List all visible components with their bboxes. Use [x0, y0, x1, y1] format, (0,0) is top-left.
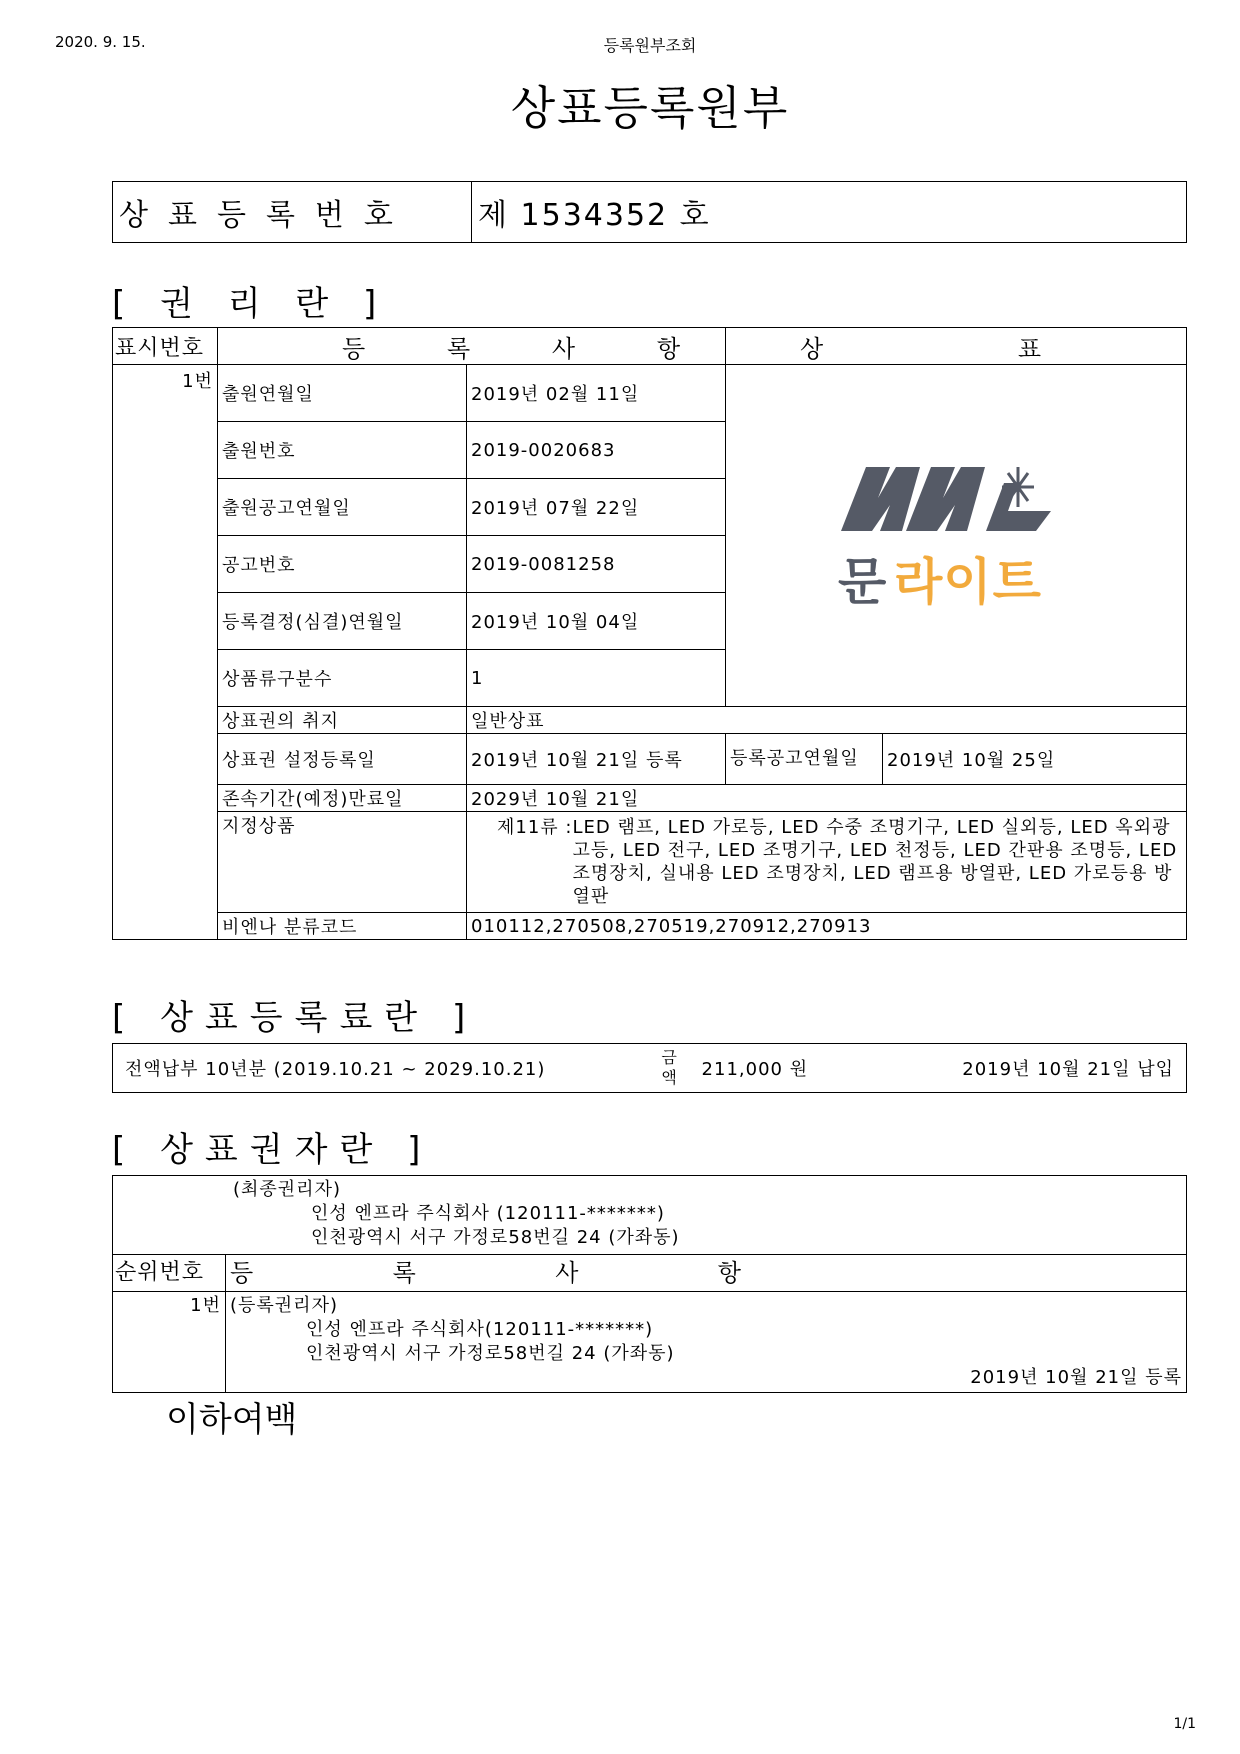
vienna-value: 010112,270508,270519,270912,270913	[467, 913, 1187, 940]
registration-number-table	[112, 181, 1187, 243]
owner-items-header-char: 등	[230, 1259, 255, 1287]
items-header-char: 록	[446, 334, 472, 363]
mark-header	[726, 328, 1187, 365]
kind-value: 일반상표	[467, 707, 1187, 734]
items-header	[218, 328, 726, 365]
items-header-char: 등	[342, 334, 367, 363]
items-header-char: 사	[551, 334, 577, 363]
owner-items-header	[226, 1255, 1187, 1292]
setup-label: 상표권 설정등록일	[218, 734, 467, 785]
fee-table	[112, 1043, 1187, 1093]
row-label: 출원번호	[218, 422, 467, 479]
row-label: 출원연월일	[218, 365, 467, 422]
rights-section-title: [ 권 리 란 ]	[112, 284, 389, 324]
entry-block	[226, 1292, 1187, 1393]
final-owner-address: 인천광역시 서구 가정로58번길 24 (가좌동)	[311, 1227, 680, 1248]
amount-label-1: 금	[661, 1048, 678, 1067]
final-owner-block	[113, 1176, 1187, 1255]
blank-below-note: 이하여백	[166, 1400, 298, 1440]
row-value: 2019년 07월 22일	[467, 479, 726, 536]
logo-word-accent: 라이트	[894, 553, 1042, 611]
amount-label-2: 액	[661, 1068, 678, 1087]
row-label: 출원공고연월일	[218, 479, 467, 536]
mark-header-char: 표	[1017, 334, 1042, 363]
fee-paid-date: 2019년 10월 21일 납입	[962, 1059, 1174, 1080]
print-date: 2020. 9. 15.	[55, 33, 146, 51]
entry-name: 인성 엔프라 주식회사(120111-*******)	[306, 1319, 654, 1340]
expiry-label: 존속기간(예정)만료일	[218, 785, 467, 812]
fee-amount-group	[660, 1048, 809, 1088]
page-number: 1/1	[1173, 1716, 1196, 1732]
setup-value: 2019년 10월 21일 등록	[467, 734, 726, 785]
registration-number-value: 제 1534352 호	[472, 182, 1187, 243]
logo-word-dark: 문	[838, 553, 888, 611]
owner-section-title: [ 상표권자란 ]	[112, 1130, 433, 1170]
fee-section-title: [ 상표등록료란 ]	[112, 998, 478, 1038]
registration-number-label: 상표등록번호	[113, 182, 472, 243]
row-label: 공고번호	[218, 536, 467, 593]
goods-label: 지정상품	[218, 812, 467, 913]
owner-items-header-char: 사	[555, 1259, 580, 1287]
fee-amount: 211,000 원	[701, 1059, 809, 1080]
owner-table	[112, 1175, 1187, 1393]
row-label: 등록결정(심결)연월일	[218, 593, 467, 650]
entry-rank-no: 1번	[113, 1292, 226, 1393]
goods-class: 제11류 :	[497, 817, 573, 838]
publication-label: 등록공고연월일	[726, 734, 883, 785]
amount-label	[660, 1048, 680, 1088]
items-header-char: 항	[656, 334, 681, 363]
fee-period: 전액납부 10년분 (2019.10.21 ~ 2029.10.21)	[125, 1059, 546, 1080]
row-value: 2019-0081258	[467, 536, 726, 593]
entry-address: 인천광역시 서구 가정로58번길 24 (가좌동)	[306, 1343, 675, 1364]
row-value: 1	[467, 650, 726, 707]
entry-label: (등록권리자)	[230, 1295, 338, 1316]
display-no-header: 표시번호	[113, 328, 218, 365]
mark-header-char: 상	[800, 334, 825, 363]
window-title: 등록원부조회	[603, 36, 697, 55]
vienna-label: 비엔나 분류코드	[218, 913, 467, 940]
final-owner-label: (최종권리자)	[233, 1179, 341, 1200]
display-no: 1번	[113, 365, 218, 940]
rights-table	[112, 327, 1187, 940]
row-value: 2019-0020683	[467, 422, 726, 479]
entry-date: 2019년 10월 21일 등록	[970, 1367, 1182, 1388]
final-owner-name: 인성 엔프라 주식회사 (120111-*******)	[311, 1203, 665, 1224]
kind-label: 상표권의 취지	[218, 707, 467, 734]
expiry-value: 2029년 10월 21일	[467, 785, 1187, 812]
goods-text: LED 램프, LED 가로등, LED 수중 조명기구, LED 실외등, LED 옥외광고등, LED 전구, LED 조명기구, LED 천정등, LED 간판용 조명등, LED 조명장치, 실내용 LED 조명장치, LED 램프용 방열판, LED 가로등용 방열판	[572, 817, 1178, 907]
owner-items-header-char: 록	[392, 1259, 417, 1287]
trademark-logo-icon	[836, 453, 1076, 613]
row-value: 2019년 10월 04일	[467, 593, 726, 650]
goods-value	[467, 812, 1187, 913]
owner-items-header-char: 항	[717, 1259, 742, 1287]
publication-value: 2019년 10월 25일	[883, 734, 1187, 785]
fee-row	[113, 1044, 1187, 1093]
document-title: 상표등록원부	[510, 81, 790, 135]
trademark-image	[726, 365, 1187, 707]
row-value: 2019년 02월 11일	[467, 365, 726, 422]
rank-header: 순위번호	[113, 1255, 226, 1292]
row-label: 상품류구분수	[218, 650, 467, 707]
